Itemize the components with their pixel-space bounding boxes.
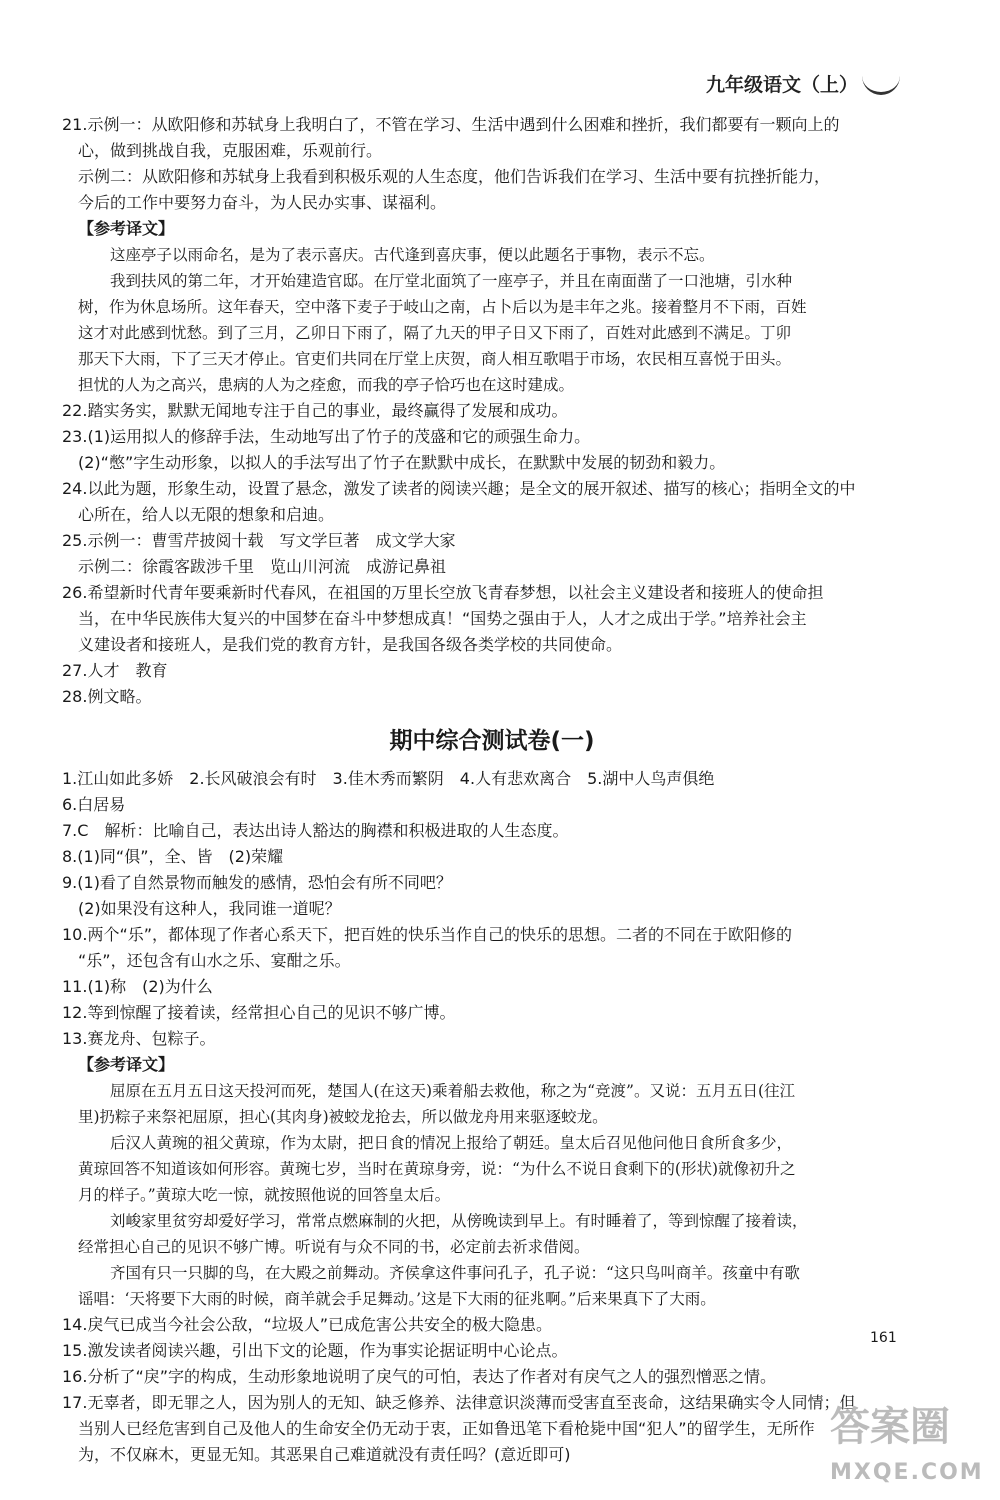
text-line: 17.无辜者，即无罪之人，因为别人的无知、缺乏修养、法律意识淡薄而受害直至丧命，这结果确实令人同情；但 [62,1393,856,1412]
text-line: 今后的工作中要努力奋斗，为人民办实事、谋福利。 [78,193,447,212]
text-line: 心，做到挑战自我，克服困难，乐观前行。 [78,141,383,160]
text-line: 16.分析了“戾”字的构成，生动形象地说明了戾气的可怕，表达了作者对有戾气之人的强烈憎恶之情。 [62,1367,777,1386]
text-line: 刘峻家里贫穷却爱好学习，常常点燃麻制的火把，从傍晚读到早上。有时睡着了，等到惊醒了接着读， [110,1212,808,1230]
text-line: 月的样子。”黄琼大吃一惊，就按照他说的回答皇太后。 [78,1186,451,1204]
text-line: 当别人已经危害到自己及他人的生命安全仍无动于衷，正如鲁迅笔下看枪毙中国“犯人”的留学生，无所作 [78,1419,815,1438]
text-line: 示例二：从欧阳修和苏轼身上我看到积极乐观的人生态度，他们告诉我们在学习、生活中要有抗挫折能力， [78,167,831,186]
text-line: 当，在中华民族伟大复兴的中国梦在奋斗中梦想成真！“国势之强由于人，人才之成出于学。”培养社会主 [78,609,807,628]
answers-section-midterm [62,766,922,1468]
page-number: 161 [870,1330,897,1346]
text-line: (2)如果没有这种人，我同谁一道呢？ [78,899,341,918]
text-line: 后汉人黄琬的祖父黄琼，作为太尉，把日食的情况上报给了朝廷。皇太后召见他问他日食所食多少， [110,1134,793,1152]
page-header [706,70,900,97]
text-line: 21.示例一：从欧阳修和苏轼身上我明白了，不管在学习、生活中遇到什么困难和挫折，我们都要有一颗向上的 [62,115,840,134]
text-line: 14.戾气已成当今社会公敌，“垃圾人”已成危害公共安全的极大隐患。 [62,1315,553,1334]
text-line: 11.(1)称 (2)为什么 [62,977,213,996]
text-line: 为，不仅麻木，更显无知。其恶果自己难道就没有责任吗？(意近即可) [78,1445,571,1464]
text-line: 22.踏实务实，默默无闻地专注于自己的事业，最终赢得了发展和成功。 [62,401,568,420]
text-line: 10.两个“乐”，都体现了作者心系天下，把百姓的快乐当作自己的快乐的思想。二者的不同在于欧阳修的 [62,925,793,944]
text-line: 26.希望新时代青年要乘新时代春风，在祖国的万里长空放飞青春梦想，以社会主义建设者和接班人的使命担 [62,583,824,602]
watermark-logo: 答案圈 [830,1404,950,1450]
text-line: 心所在，给人以无限的想象和启迪。 [78,505,335,524]
text-line: 28.例文略。 [62,687,152,706]
text-line: 树，作为休息场所。这年春天，空中落下麦子于岐山之南，占卜后以为是丰年之兆。接着整月不下雨，百姓 [78,298,807,316]
text-line: 6.白居易 [62,795,126,814]
text-line: 这座亭子以雨命名，是为了表示喜庆。古代逢到喜庆事，便以此题名于事物，表示不忘。 [110,246,715,264]
text-line: 8.(1)同“俱”，全、皆 (2)荣耀 [62,847,284,866]
text-line: 示例二：徐霞客跋涉千里 览山川河流 成游记鼻祖 [78,557,447,576]
text-line: 我到扶风的第二年，才开始建造官邸。在厅堂北面筑了一座亭子，并且在南面凿了一口池塘，引水种 [110,272,793,290]
text-line: 【参考译文】 [78,1055,175,1074]
answer-content [62,112,922,1468]
text-line: 15.激发读者阅读兴趣，引出下文的论题，作为事实论据证明中心论点。 [62,1341,568,1360]
text-line: 24.以此为题，形象生动，设置了悬念，激发了读者的阅读兴趣；是全文的展开叙述、描写的核心；指明全文的中 [62,479,856,498]
text-line: 9.(1)看了自然景物而触发的感情，恐怕会有所不同吧？ [62,873,452,892]
watermark-url: MXQE.COM [830,1460,984,1485]
header-title: 九年级语文（上） [705,74,858,96]
text-line: (2)“憋”字生动形象，以拟人的手法写出了竹子在默默中成长，在默默中发展的韧劲和毅力。 [78,453,726,472]
text-line: 13.赛龙舟、包粽子。 [62,1029,216,1048]
text-line: 黄琼回答不知道该如何形容。黄琬七岁，当时在黄琼身旁，说：“为什么不说日食剩下的(形状)就像初升之 [78,1160,796,1178]
text-line: 【参考译文】 [78,219,175,238]
text-line: 义建设者和接班人，是我们党的教育方针，是我国各级各类学校的共同使命。 [78,635,623,654]
text-line: 屈原在五月五日这天投河而死，楚国人(在这天)乘着船去救他，称之为“竞渡”。又说：五月五日(往江 [110,1082,795,1100]
text-line: 里)扔粽子来祭祀屈原，担心(其肉身)被蛟龙抢去，所以做龙舟用来驱逐蛟龙。 [78,1108,608,1126]
text-line: 12.等到惊醒了接着读，经常担心自己的见识不够广博。 [62,1003,456,1022]
answers-section-previous [62,112,922,710]
text-line: 谣唱：‘天将要下大雨的时候，商羊就会手足舞动。’这是下大雨的征兆啊。”后来果真下了大雨。 [78,1290,716,1308]
text-line: 齐国有只一只脚的鸟，在大殿之前舞动。齐侯拿这件事问孔子，孔子说：“这只鸟叫商羊。孩童中有歌 [110,1264,800,1282]
section-title: 期中综合测试卷(一) [389,728,595,754]
text-line: 23.(1)运用拟人的修辞手法，生动地写出了竹子的茂盛和它的顽强生命力。 [62,427,591,446]
text-line: 25.示例一：曹雪芹披阅十载 写文学巨著 成文学大家 [62,531,456,550]
text-line: 那天下大雨，下了三天才停止。官吏们共同在厅堂上庆贺，商人相互歌唱于市场，农民相互喜悦于田头。 [78,350,792,368]
text-line: 7.C 解析：比喻自己，表达出诗人豁达的胸襟和积极进取的人生态度。 [62,821,569,840]
text-line: “乐”，还包含有山水之乐、宴酣之乐。 [78,951,351,970]
text-line: 27.人才 教育 [62,661,168,680]
text-line: 担忧的人为之高兴，患病的人为之痊愈，而我的亭子恰巧也在这时建成。 [78,376,575,394]
text-line: 经常担心自己的见识不够广博。听说有与众不同的书，必定前去祈求借阅。 [78,1238,590,1256]
text-line: 这才对此感到忧愁。到了三月，乙卯日下雨了，隔了九天的甲子日又下雨了，百姓对此感到不满足。丁卯 [78,324,792,342]
header-decoration-icon [862,76,900,95]
text-line: 1.江山如此多娇 2.长风破浪会有时 3.佳木秀而繁阴 4.人有悲欢离合 5.湖中人鸟声俱绝 [62,769,715,788]
